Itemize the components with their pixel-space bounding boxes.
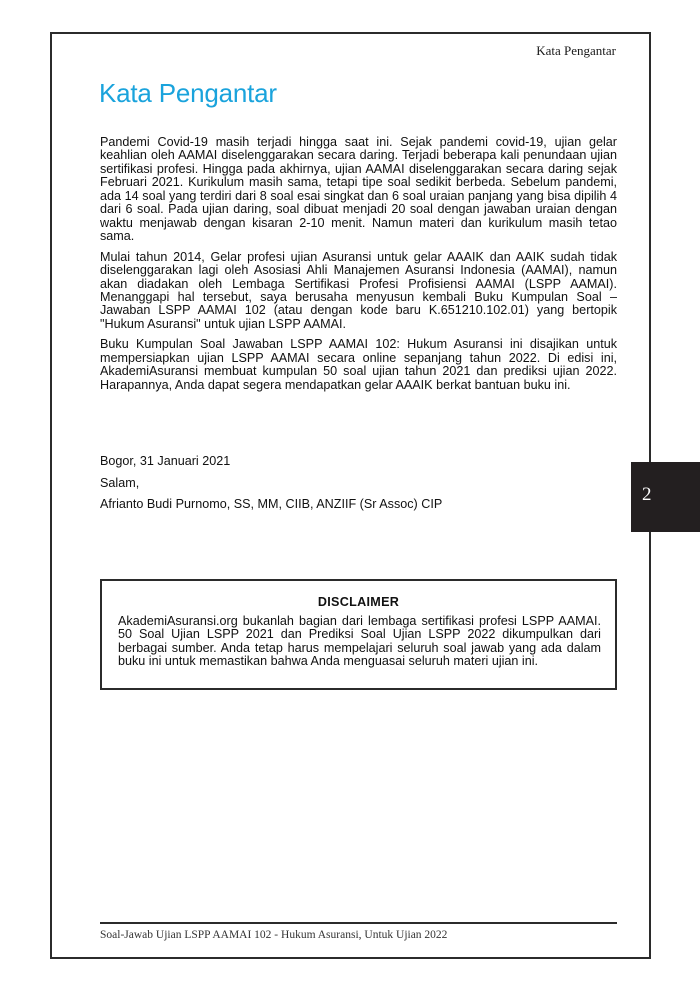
salutation: Salam, bbox=[100, 475, 140, 490]
running-header: Kata Pengantar bbox=[536, 43, 616, 58]
paragraph-background: Mulai tahun 2014, Gelar profesi ujian Asuransi untuk gelar AAAIK dan AAIK sudah tidak diselenggarakan lagi oleh Asosiasi Ahli Manajemen Asuransi Indonesia (AAMAI), namun akan diadakan oleh Lembaga Sertifikasi Profesi Profisiensi AAMAI (LSPP AAMAI). Menanggapi hal tersebut, saya berusaha menyusun kembali Buku Kumpulan Soal – Jawaban LSPP AAMAI 102 (atau dengan kode baru K.651210.102.01) yang bertopik "Hukum Asuransi" untuk ujian LSPP AAMAI. bbox=[100, 249, 617, 331]
footer-text: Soal-Jawab Ujian LSPP AAMAI 102 - Hukum Asuransi, Untuk Ujian 2022 bbox=[100, 929, 448, 941]
page-number: 2 bbox=[642, 484, 652, 505]
paragraph-intro: Pandemi Covid-19 masih terjadi hingga saat ini. Sejak pandemi covid-19, ujian gelar keahlian oleh AAMAI diselenggarakan secara daring. Terjadi beberapa kali penundaan ujian sertifikasi profesi. Hingga pada akhirnya, ujian AAMAI diselenggarakan secara daring sejak Februari 2021. Kurikulum masih sama, tetapi tipe soal sedikit berbeda. Sebelum pandemi, ada 14 soal yang terdiri dari 8 soal esai singkat dan 6 soal uraian panjang yang bisa dipilih 4 dari 6 soal. Pada ujian daring, soal dibuat menjadi 20 soal dengan jawaban uraian dengan waktu menjawab dengan kisaran 2-10 menit. Namun materi dan kurikulum masih tetao sama. bbox=[100, 135, 617, 244]
footer-divider bbox=[100, 922, 617, 924]
place-date: Bogor, 31 Januari 2021 bbox=[100, 454, 231, 468]
body-text bbox=[100, 136, 617, 399]
paragraph-purpose: Buku Kumpulan Soal Jawaban LSPP AAMAI 102: Hukum Asuransi ini disajikan untuk mempersiapkan ujian LSPP AAMAI secara online sepanjang tahun 2022. Di edisi ini, AkademiAsuransi membuat kumpulan 50 soal ujian tahun 2021 dan prediksi ujian 2022. Harapannya, Anda dapat segera mendapatkan gelar AAAIK berkat bantuan buku ini. bbox=[100, 337, 617, 392]
chapter-tab bbox=[631, 462, 700, 532]
page-title: Kata Pengantar bbox=[99, 78, 277, 108]
disclaimer-title: DISCLAIMER bbox=[317, 595, 400, 609]
disclaimer-box bbox=[100, 579, 617, 690]
disclaimer-body: AkademiAsuransi.org bukanlah bagian dari lembaga sertifikasi profesi LSPP AAMAI. 50 Soal Ujian LSPP 2021 dan Prediksi Soal Ujian LSPP 2022 dikumpulkan dari berbagai sumber. Anda tetap harus mempelajari seluruh soal jawab yang ada dalam buku ini untuk memastikan bahwa Anda menguasai seluruh materi ujian ini. bbox=[118, 614, 601, 669]
signature: Afrianto Budi Purnomo, SS, MM, CIIB, ANZIIF (Sr Assoc) CIP bbox=[100, 497, 443, 511]
closing-block bbox=[100, 454, 442, 519]
